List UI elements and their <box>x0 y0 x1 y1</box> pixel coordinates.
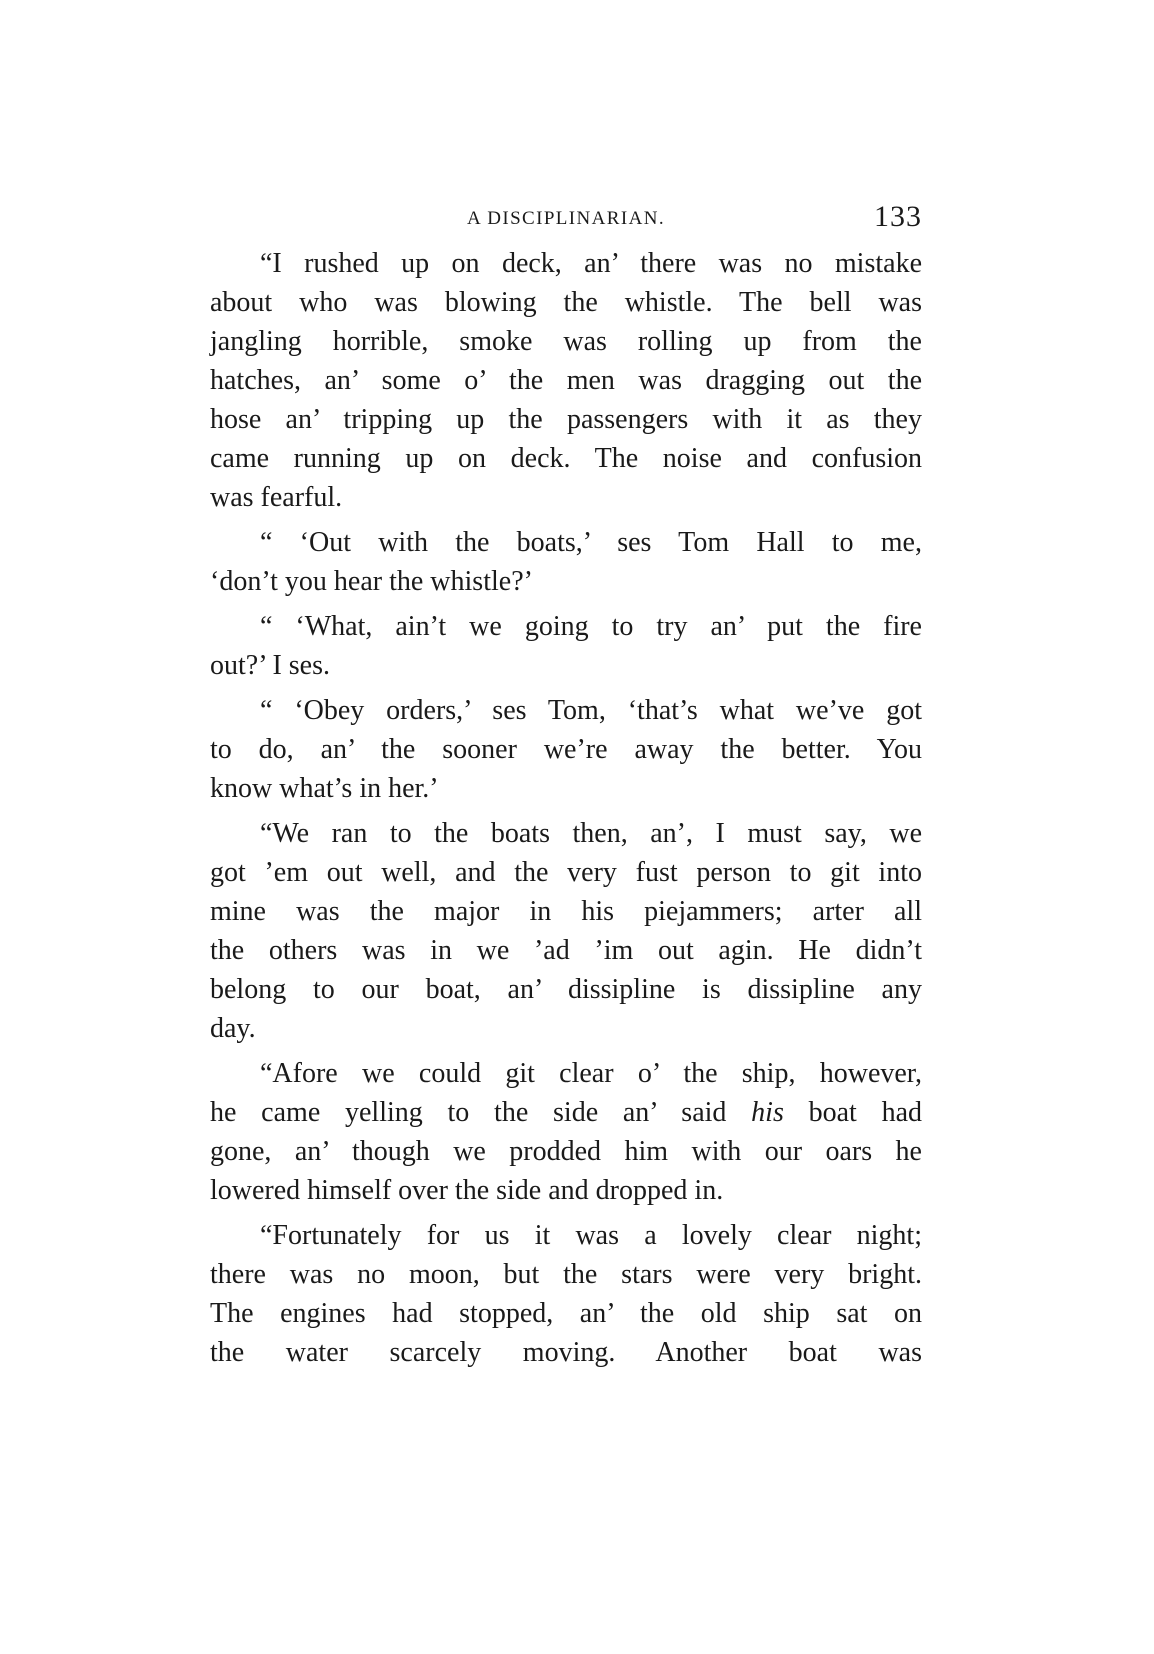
page-number: 133 <box>874 200 922 233</box>
text-line-with-emphasis <box>210 1093 922 1132</box>
paragraph-7 <box>210 1216 922 1372</box>
text-line: “I rushed up on deck, an’ there was no mistake <box>260 248 922 279</box>
text-line: “ ‘Out with the boats,’ ses Tom Hall to me, <box>260 527 922 558</box>
paragraph-3 <box>210 607 922 685</box>
paragraph-2 <box>210 523 922 601</box>
running-title: A DISCIPLINARIAN. <box>467 208 665 229</box>
text-line: The engines had stopped, an’ the old ship sat on <box>210 1298 922 1329</box>
text-line: “Afore we could git clear o’ the ship, however, <box>260 1058 922 1089</box>
text-line: “ ‘What, ain’t we going to try an’ put the fire <box>260 611 922 642</box>
text-line: belong to our boat, an’ dissipline is dissipline any <box>210 974 922 1005</box>
text-line: “We ran to the boats then, an’, I must say, we <box>260 818 922 849</box>
text-line: to do, an’ the sooner we’re away the better. You <box>210 734 922 765</box>
body-text <box>210 244 922 1378</box>
text-line: there was no moon, but the stars were very bright. <box>210 1259 922 1290</box>
text-line: jangling horrible, smoke was rolling up from the <box>210 326 922 357</box>
text-fragment: he came yelling to the side an’ said <box>210 1097 752 1128</box>
text-line: know what’s in her.’ <box>210 773 439 804</box>
text-line: hatches, an’ some o’ the men was dragging out the <box>210 365 922 396</box>
emphasized-word: his <box>751 1097 784 1128</box>
text-line: hose an’ tripping up the passengers with it as they <box>210 404 922 435</box>
paragraph-1 <box>210 244 922 517</box>
text-line: about who was blowing the whistle. The bell was <box>210 287 922 318</box>
text-line: came running up on deck. The noise and confusion <box>210 443 922 474</box>
text-line: “ ‘Obey orders,’ ses Tom, ‘that’s what we’ve got <box>260 695 922 726</box>
paragraph-5 <box>210 814 922 1048</box>
text-line: the others was in we ’ad ’im out agin. He didn’t <box>210 935 922 966</box>
paragraph-4 <box>210 691 922 808</box>
running-head <box>210 200 922 240</box>
text-line: day. <box>210 1013 256 1044</box>
text-line: ‘don’t you hear the whistle?’ <box>210 566 533 597</box>
text-fragment: boat had <box>783 1097 923 1128</box>
text-line: lowered himself over the side and dropped in. <box>210 1175 724 1206</box>
text-line: was fearful. <box>210 482 343 513</box>
paragraph-6 <box>210 1054 922 1210</box>
text-line: out?’ I ses. <box>210 650 330 681</box>
text-line: gone, an’ though we prodded him with our oars he <box>210 1136 922 1167</box>
text-line: the water scarcely moving. Another boat was <box>210 1337 922 1368</box>
text-line: got ’em out well, and the very fust person to git into <box>210 857 922 888</box>
text-line: “Fortunately for us it was a lovely clear night; <box>260 1220 922 1251</box>
text-line: mine was the major in his piejammers; arter all <box>210 896 922 927</box>
